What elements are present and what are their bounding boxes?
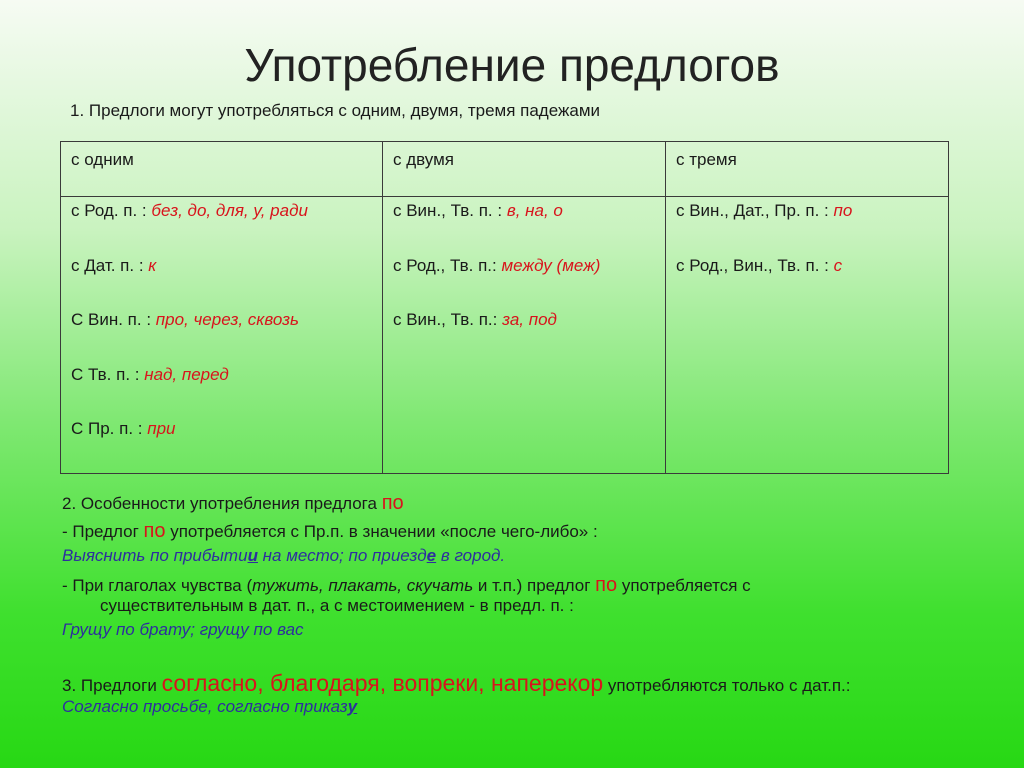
case-label: с Род., Тв. п.: <box>393 255 502 275</box>
table-entry <box>71 200 372 255</box>
rule-text: 3. Предлоги <box>62 676 162 695</box>
table-entry <box>676 200 938 255</box>
section-2-rule-1 <box>62 520 598 543</box>
column-three-cases <box>666 197 949 474</box>
preposition-list: без, до, для, у, ради <box>151 201 308 220</box>
section-2-heading <box>62 492 404 515</box>
preposition-list: к <box>148 255 157 275</box>
rule-text: употребляется с Пр.п. в значении «после чего-либо» : <box>165 522 598 541</box>
case-label: с Вин., Тв. п. : <box>393 201 507 220</box>
preposition-po: по <box>381 492 404 514</box>
case-label: С Тв. п. : <box>71 364 145 384</box>
case-label: с Род., Вин., Тв. п. : <box>676 255 834 275</box>
header-three-cases: с тремя <box>666 142 949 197</box>
case-label: С Пр. п. : <box>71 419 148 438</box>
section-3-line <box>62 670 850 697</box>
preposition-list: над, перед <box>144 364 229 384</box>
case-label: с Род. п. : <box>71 201 152 220</box>
section-2-rule-2 <box>62 574 751 597</box>
column-two-cases <box>383 197 666 474</box>
case-label: С Вин. п. : <box>71 310 156 329</box>
section-2-rule-2-continuation: существительным в дат. п., а с местоимением - в предл. п. : <box>100 596 574 615</box>
preposition-list: при <box>147 419 176 438</box>
preposition-list: за, под <box>502 310 557 329</box>
header-one-case: с одним <box>61 142 383 197</box>
example-text: Согласно просьбе, согласно приказ <box>62 697 348 716</box>
section-3-example <box>62 697 357 717</box>
prepositions-table <box>60 141 949 474</box>
case-label: с Вин., Дат., Пр. п. : <box>676 201 834 220</box>
example-text: Выяснить по прибыти <box>62 546 248 565</box>
preposition-list: с <box>833 255 843 275</box>
page-title: Употребление предлогов <box>244 39 780 91</box>
header-two-cases: с двумя <box>383 142 666 197</box>
section-2-example-1 <box>62 546 505 566</box>
dative-prepositions: согласно, благодаря, вопреки, наперекор <box>161 670 604 696</box>
table-entry <box>393 309 655 364</box>
case-label: с Дат. п. : <box>71 255 149 275</box>
preposition-list: между (меж) <box>501 255 601 275</box>
subtitle: 1. Предлоги могут употребляться с одним, двумя, тремя падежами <box>70 101 601 120</box>
table-entry <box>71 255 372 310</box>
rule-text: - Предлог <box>62 522 144 541</box>
case-label: с Вин., Тв. п.: <box>393 310 503 329</box>
preposition-list: в, на, о <box>506 201 563 220</box>
rule-text: - При глаголах чувства ( <box>62 576 253 595</box>
example-text: в город. <box>436 546 506 565</box>
example-text: на место; по приезд <box>257 546 427 565</box>
table-header-row <box>61 142 949 197</box>
table-entry <box>393 200 655 255</box>
table-entry <box>71 309 372 364</box>
rule-text: употребляются только с дат.п.: <box>603 676 851 695</box>
column-one-case <box>61 197 383 474</box>
table-entry <box>676 255 938 310</box>
underlined-ending: е <box>426 546 437 565</box>
table-entry <box>71 418 372 473</box>
preposition-po: по <box>595 574 618 596</box>
table-entry <box>71 364 372 419</box>
preposition-list: про, через, сквозь <box>155 310 299 329</box>
underlined-ending: и <box>247 546 258 565</box>
section-2-example-2: Грущу по брату; грущу по вас <box>62 620 304 639</box>
rule-text: и т.п.) предлог <box>473 576 596 595</box>
heading-text: 2. Особенности употребления предлога <box>62 494 382 513</box>
preposition-list: по <box>833 201 853 220</box>
table-entry <box>393 255 655 310</box>
feeling-verbs: тужить, плакать, скучать <box>252 576 474 595</box>
underlined-ending: у <box>347 697 358 716</box>
preposition-po: по <box>143 520 166 542</box>
rule-text: употребляется с <box>617 576 751 595</box>
table-body-row <box>61 197 949 474</box>
